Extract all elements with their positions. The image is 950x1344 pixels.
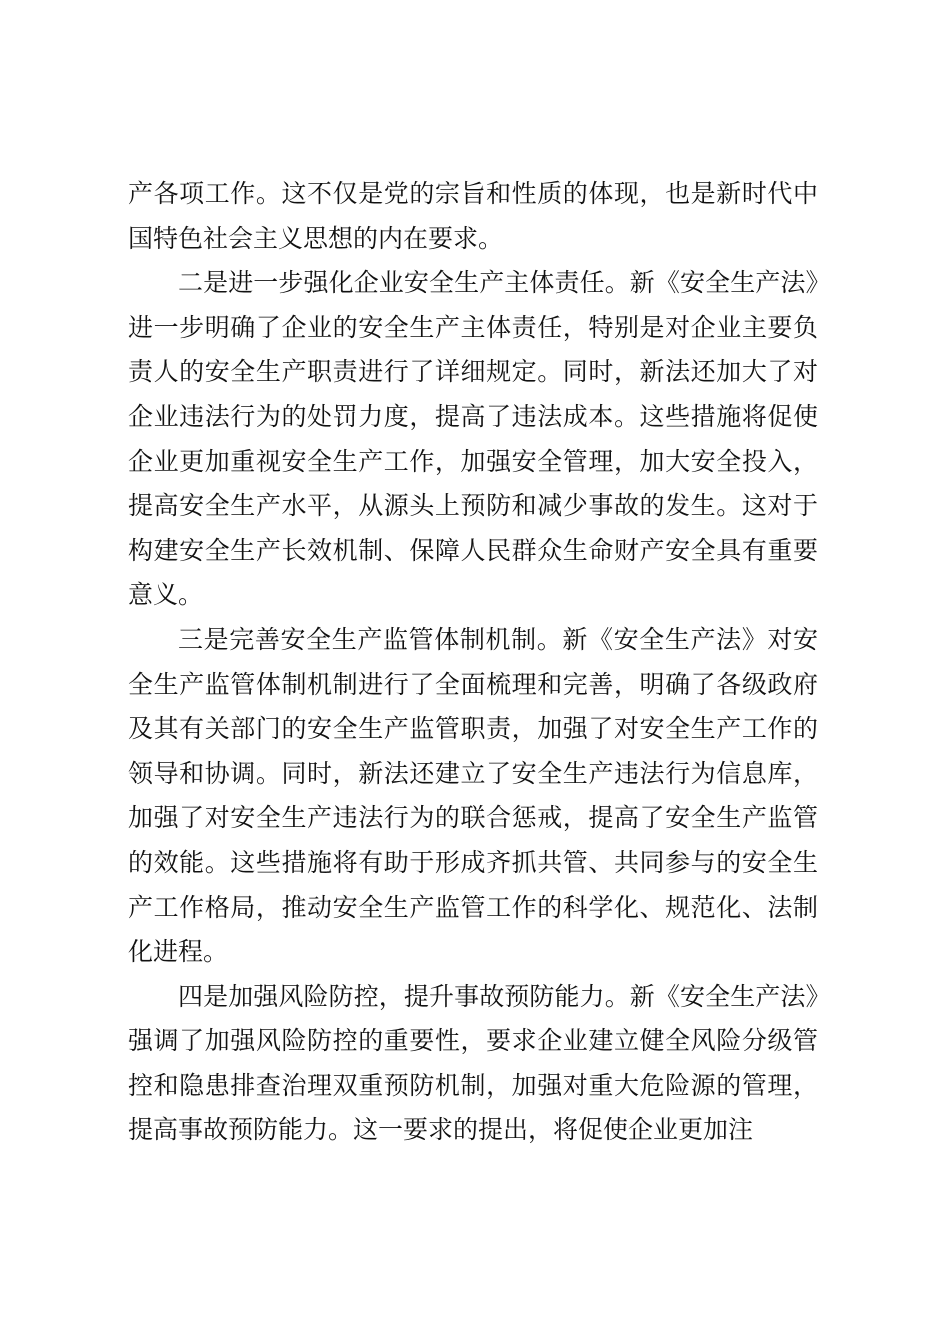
paragraph-2: 二是进一步强化企业安全生产主体责任。新《安全生产法》进一步明确了企业的安全生产主体责任，特别是对企业主要负责人的安全生产职责进行了详细规定。同时，新法还加大了对企业违法行为的处罚力度，提高了违法成本。这些措施将促使企业更加重视安全生产工作，加强安全管理，加大安全投入，提高安全生产水平，从源头上预防和减少事故的发生。这对于构建安全生产长效机制、保障人民群众生命财产安全具有重要意义。: [128, 268, 818, 610]
paragraph-1: 产各项工作。这不仅是党的宗旨和性质的体现，也是新时代中国特色社会主义思想的内在要求。: [128, 179, 818, 253]
paragraph-4: 四是加强风险防控，提升事故预防能力。新《安全生产法》强调了加强风险防控的重要性，要求企业建立健全风险分级管控和隐患排查治理双重预防机制，加强对重大危险源的管理，提高事故预防能力。这一要求的提出，将促使企业更加注: [128, 981, 818, 1145]
paragraph-3: 三是完善安全生产监管体制机制。新《安全生产法》对安全生产监管体制机制进行了全面梳理和完善，明确了各级政府及其有关部门的安全生产监管职责，加强了对安全生产工作的领导和协调。同时，新法还建立了安全生产违法行为信息库，加强了对安全生产违法行为的联合惩戒，提高了安全生产监管的效能。这些措施将有助于形成齐抓共管、共同参与的安全生产工作格局，推动安全生产监管工作的科学化、规范化、法制化进程。: [128, 624, 818, 967]
document-body: [128, 172, 818, 1153]
